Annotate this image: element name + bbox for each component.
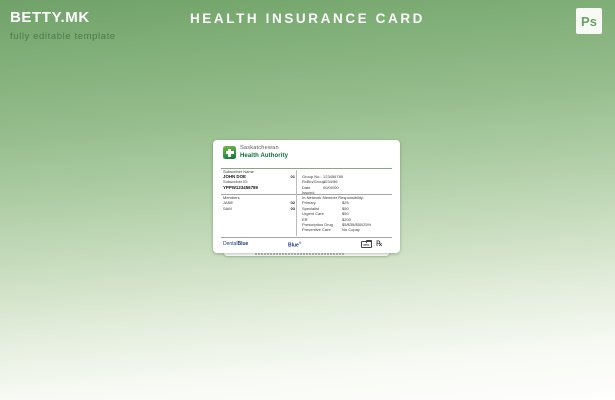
- subscriber-section: [223, 169, 295, 191]
- brand-subtitle: fully editable template: [10, 31, 116, 42]
- insurance-card: [213, 140, 400, 253]
- divider: [221, 237, 392, 238]
- subscriber-number: 01: [290, 173, 295, 179]
- health-cross-icon: [223, 146, 236, 159]
- members-label: Members: [223, 195, 240, 200]
- issuer-logo: [223, 146, 288, 159]
- divider-vertical: [296, 170, 297, 236]
- subscriber-name-label: Subscriber Name: [223, 168, 254, 174]
- responsibility-row: Urgent Care $50: [302, 211, 349, 217]
- member-number: 03: [290, 205, 295, 211]
- responsibility-row: Preventive Care No Copay: [302, 227, 360, 233]
- page-title: HEALTH INSURANCE CARD: [189, 11, 426, 26]
- responsibility-label: In-Network Member Responsibility:: [302, 195, 365, 200]
- member-row: JANE 02: [223, 200, 295, 206]
- responsibility-row: ER $200: [302, 216, 351, 222]
- issuer-name-line1: Saskatchewan: [240, 145, 279, 152]
- plan-row: Date Issued: 00/00/00: [302, 184, 339, 196]
- dentalblue-logo: DentalBlue: [223, 241, 249, 247]
- plan-row: Group No.: 123456789: [302, 174, 344, 179]
- issuer-name-line2: Health Authority: [240, 152, 289, 159]
- brand-logo: BETTY.MK: [10, 9, 90, 26]
- subscriber-id: YPPW123456789: [223, 184, 258, 190]
- rx-prescription-icon: ℞: [376, 239, 383, 248]
- blue-network-logo: Blue®: [288, 241, 302, 249]
- responsibility-section: [302, 195, 396, 233]
- responsibility-row: Primary $25: [302, 200, 349, 206]
- photoshop-icon: Ps: [576, 8, 602, 34]
- ppo-briefcase-icon: PPO: [361, 241, 372, 248]
- member-number: 02: [290, 200, 295, 206]
- plan-row: RxBin/Group: 1234/56: [302, 179, 338, 185]
- subscriber-name: JOHN DOE 01: [223, 173, 295, 179]
- member-row: SAM 03: [223, 205, 295, 211]
- plan-section: [302, 174, 394, 196]
- responsibility-row: Specialist $50: [302, 205, 349, 211]
- subscriber-id-label: Subscriber ID:: [223, 179, 249, 185]
- members-section: [223, 195, 295, 211]
- responsibility-row: Prescription Drug $5/$35/$50/25%: [302, 222, 372, 228]
